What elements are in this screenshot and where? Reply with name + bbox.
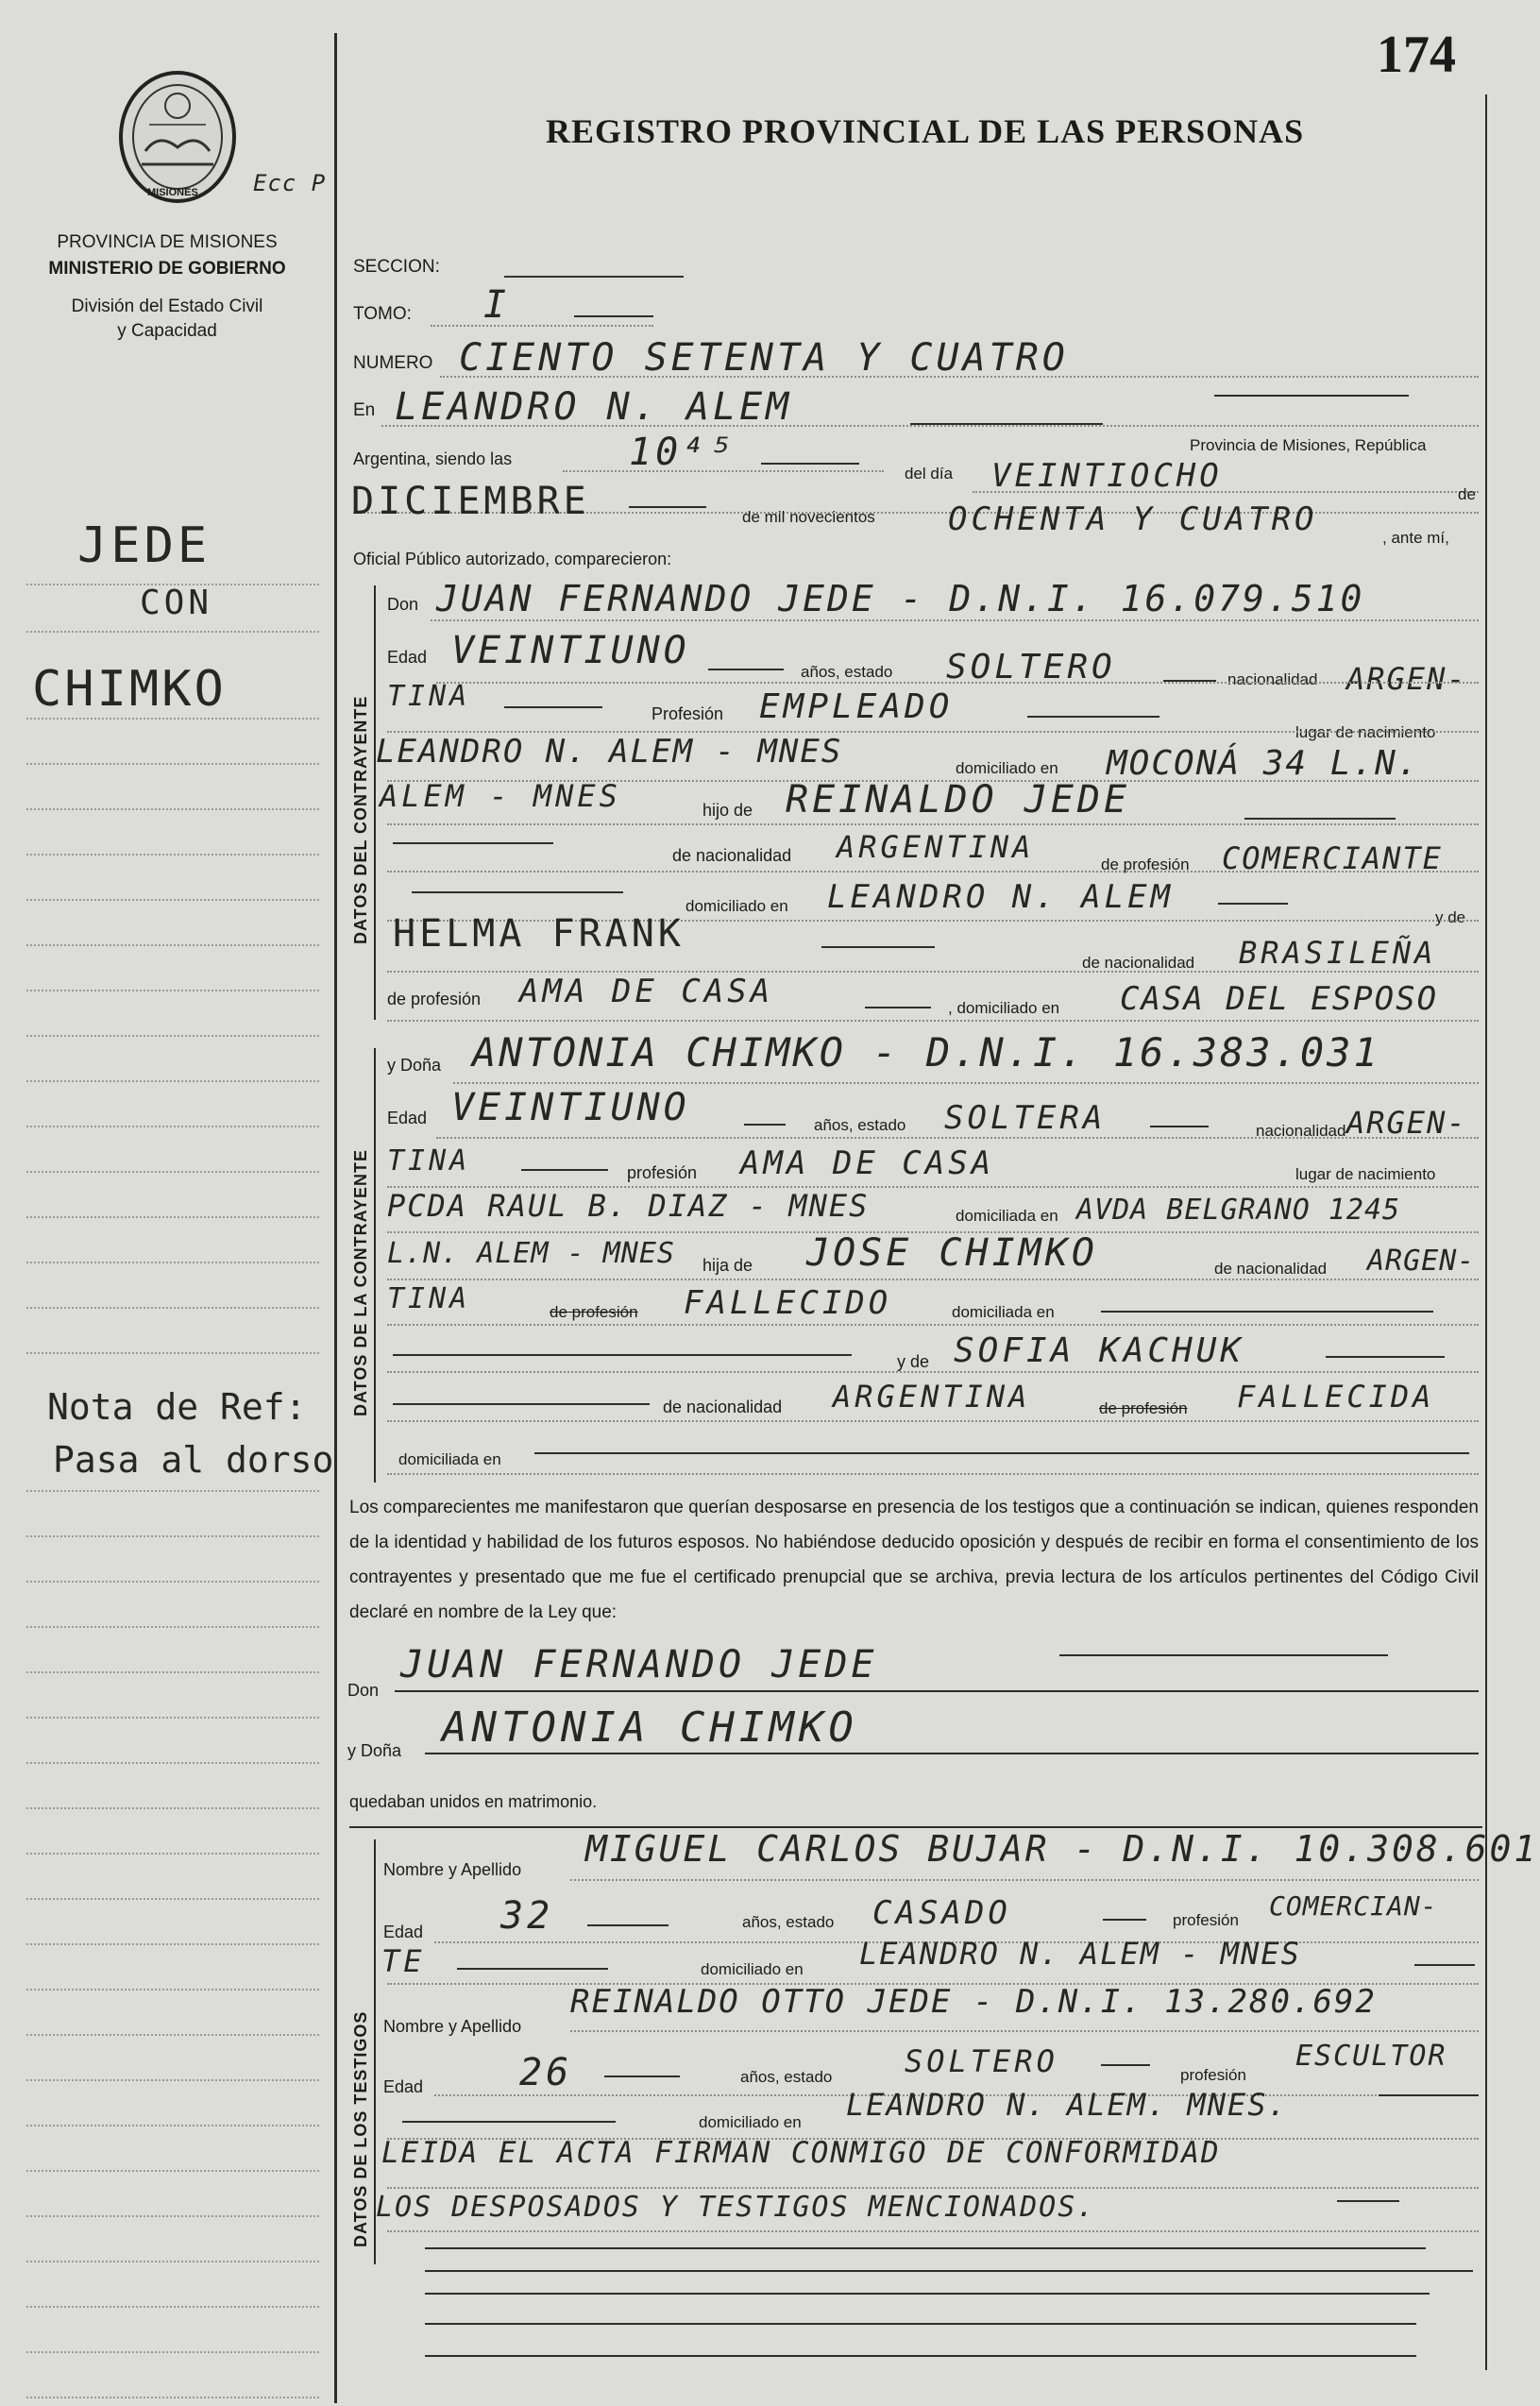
margin-con: CON: [140, 584, 213, 622]
bride-madre: SOFIA KACHUK: [954, 1331, 1245, 1370]
tomo-value: I: [483, 283, 511, 327]
bride-padre-nacionalidad-2: TINA: [387, 1282, 471, 1315]
groom-lugar-nacimiento: LEANDRO N. ALEM - MNES: [376, 733, 843, 771]
groom-estado: SOLTERO: [946, 648, 1116, 686]
groom-domicilio-1: MOCONÁ 34 L.N.: [1107, 744, 1420, 783]
bride-domicilio-1: AVDA BELGRANO 1245: [1076, 1194, 1401, 1227]
bride-estado: SOLTERA: [944, 1099, 1107, 1137]
declared-bride: ANTONIA CHIMKO: [442, 1703, 858, 1752]
seal-label: MISIONES: [147, 187, 198, 198]
closing-line-1: LEIDA EL ACTA FIRMAN CONMIGO DE CONFORMIDAD: [381, 2136, 1221, 2170]
witness-1-profesion-2: TE: [381, 1943, 426, 1979]
groom-name: JUAN FERNANDO JEDE - D.N.I. 16.079.510: [436, 578, 1365, 619]
witness-1-domicilio: LEANDRO N. ALEM - MNES: [859, 1936, 1301, 1972]
bride-padre-nacionalidad-1: ARGEN-: [1367, 1245, 1476, 1278]
groom-madre-profesion: AMA DE CASA: [519, 973, 774, 1010]
groom-nacionalidad-1: ARGEN-: [1346, 661, 1467, 697]
witness-2-profesion: ESCULTOR: [1295, 2040, 1447, 2073]
margin-divider: [334, 33, 337, 2403]
margin-name-bride: CHIMKO: [32, 661, 227, 718]
margin-note-1: Nota de Ref:: [47, 1386, 307, 1428]
groom-madre: HELMA FRANK: [393, 912, 685, 956]
groom-padre-domicilio: LEANDRO N. ALEM: [827, 878, 1175, 916]
groom-nacionalidad-2: TINA: [387, 680, 471, 713]
bride-padre: JOSE CHIMKO: [806, 1231, 1098, 1275]
numero-value: CIENTO SETENTA Y CUATRO: [459, 336, 1069, 380]
bride-nacionalidad-2: TINA: [387, 1144, 471, 1178]
hora-value: 10⁴⁵: [629, 431, 736, 474]
bride-name: ANTONIA CHIMKO - D.N.I. 16.383.031: [472, 1029, 1380, 1076]
division-line-1: División del Estado Civil: [71, 297, 263, 316]
bride-domicilio-2: L.N. ALEM - MNES: [387, 1237, 675, 1270]
mes-value: DICIEMBRE: [351, 480, 590, 523]
groom-madre-nacionalidad: BRASILEÑA: [1239, 935, 1437, 971]
anio-value: OCHENTA Y CUATRO: [948, 500, 1318, 538]
declaration-paragraph: Los comparecientes me manifestaron que querían desposarse en presencia de los testigos que a continuación se indican, quienes responden de la identidad y habilidad de los futuros esposos. No habiéndose deducido oposición y después de recibir en forma el consentimiento de los contrayentes y presentado que me fue el certificado prenupcial que se archiva, previa lectura de los artículos pertinentes del Código Civil declaré en nombre de la Ley que:: [349, 1498, 1479, 1622]
witness-2-domicilio: LEANDRO N. ALEM. MNES.: [846, 2087, 1288, 2123]
groom-domicilio-2: ALEM - MNES: [380, 778, 621, 814]
division-line-2: y Capacidad: [117, 321, 217, 341]
groom-padre: REINALDO JEDE: [786, 778, 1131, 822]
witness-1-estado: CASADO: [872, 1894, 1011, 1932]
bride-edad: VEINTIUNO: [451, 1086, 690, 1129]
witness-1-name: MIGUEL CARLOS BUJAR - D.N.I. 10.308.601: [585, 1828, 1539, 1870]
closing-line-2: LOS DESPOSADOS Y TESTIGOS MENCIONADOS.: [376, 2191, 1096, 2224]
seal-note: Ecc P: [253, 170, 327, 196]
bride-lugar-nacimiento: PCDA RAUL B. DIAZ - MNES: [387, 1188, 870, 1224]
bride-profesion: AMA DE CASA: [740, 1144, 995, 1182]
witness-1-profesion-1: COMERCIAN-: [1269, 1890, 1438, 1922]
witness-1-edad: 32: [500, 1894, 554, 1938]
groom-padre-nacionalidad: ARGENTINA: [837, 829, 1035, 865]
right-border: [1485, 94, 1487, 2370]
bride-padre-profesion: FALLECIDO: [684, 1284, 892, 1322]
witness-2-estado: SOLTERO: [905, 2043, 1058, 2079]
page-title: REGISTRO PROVINCIAL DE LAS PERSONAS: [546, 112, 1305, 150]
witness-2-name: REINALDO OTTO JEDE - D.N.I. 13.280.692: [570, 1983, 1377, 2021]
page-number: 174: [1377, 25, 1456, 84]
margin-note-2: Pasa al dorso: [53, 1439, 334, 1481]
margin-name-groom: JEDE: [77, 517, 212, 574]
province-name: PROVINCIA DE MISIONES: [57, 232, 278, 252]
section-label-groom: DATOS DEL CONTRAYENTE: [351, 695, 370, 944]
lugar-value: LEANDRO N. ALEM: [395, 385, 793, 429]
witness-2-edad: 26: [519, 2051, 573, 2094]
section-label-bride: DATOS DE LA CONTRAYENTE: [351, 1148, 370, 1416]
bride-madre-profesion: FALLECIDA: [1237, 1379, 1435, 1415]
bride-madre-nacionalidad: ARGENTINA: [833, 1379, 1031, 1415]
ministry-name: MINISTERIO DE GOBIERNO: [48, 259, 286, 279]
dia-value: VEINTIOCHO: [991, 457, 1223, 495]
section-label-witnesses: DATOS DE LOS TESTIGOS: [351, 2010, 370, 2247]
groom-profesion: EMPLEADO: [759, 687, 954, 726]
bride-nacionalidad-1: ARGEN-: [1346, 1105, 1467, 1141]
groom-madre-domicilio: CASA DEL ESPOSO: [1120, 980, 1439, 1018]
declared-groom: JUAN FERNANDO JEDE: [400, 1643, 878, 1686]
groom-edad: VEINTIUNO: [451, 629, 690, 672]
groom-padre-profesion: COMERCIANTE: [1222, 840, 1443, 876]
